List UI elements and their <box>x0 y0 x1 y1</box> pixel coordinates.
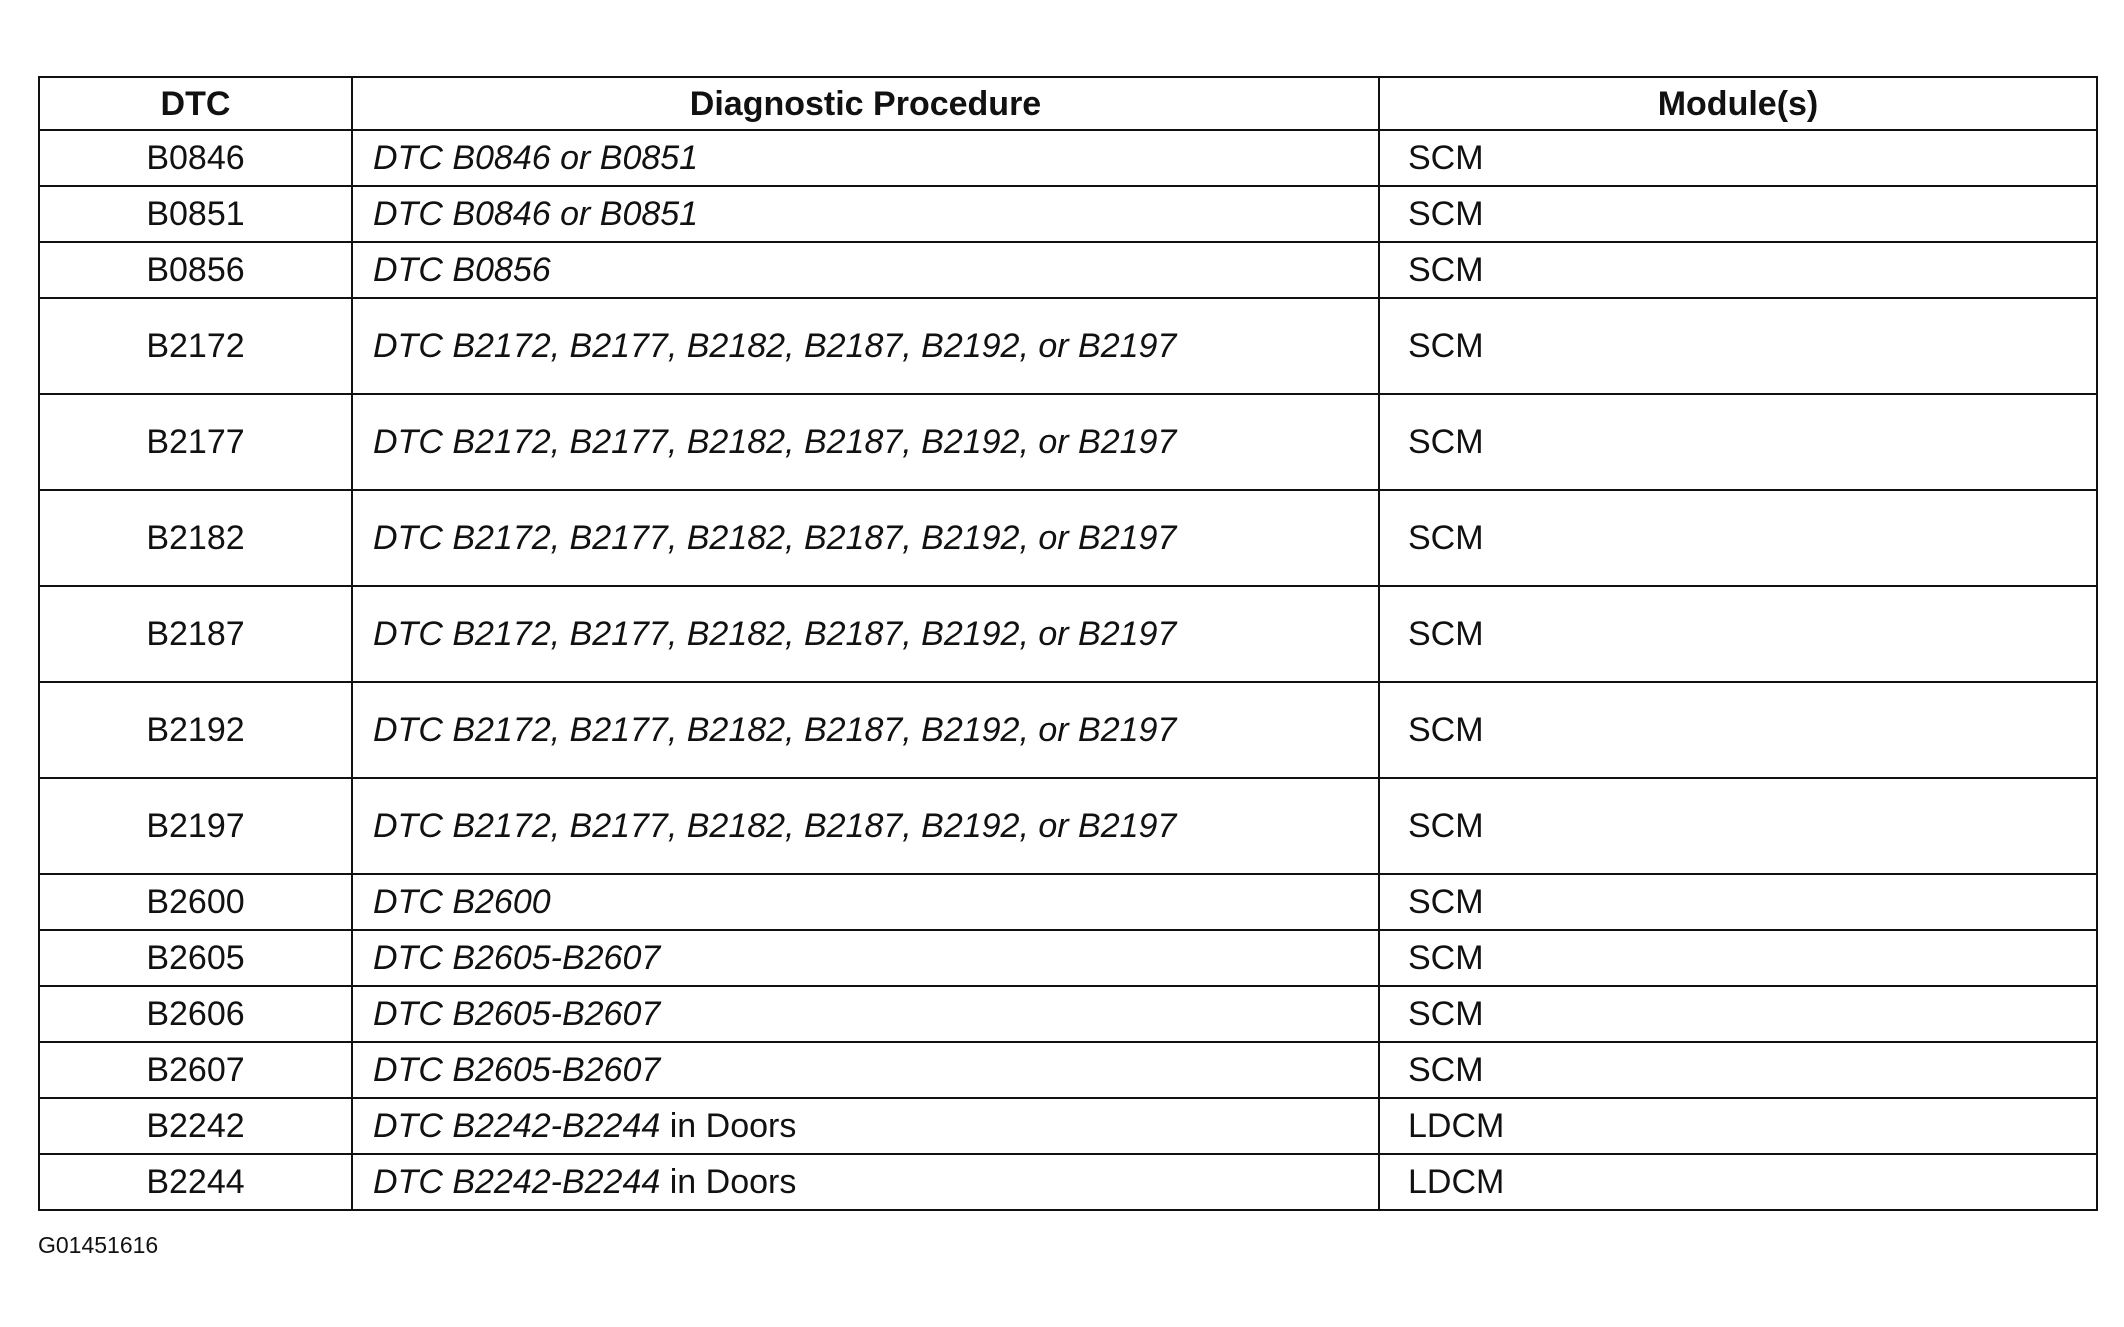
module-cell: LDCM <box>1379 1154 2097 1210</box>
dtc-code-cell: B0846 <box>39 130 352 186</box>
module-cell: SCM <box>1379 930 2097 986</box>
module-cell: SCM <box>1379 394 2097 490</box>
diagnostic-procedure-cell <box>352 682 1379 778</box>
procedure-reference: DTC B2172, B2177, B2182, B2187, B2192, or B2197 <box>373 807 1177 845</box>
module-cell: SCM <box>1379 778 2097 874</box>
procedure-reference: DTC B2172, B2177, B2182, B2187, B2192, or B2197 <box>373 711 1177 749</box>
table-row <box>39 682 2097 778</box>
dtc-code-cell: B2606 <box>39 986 352 1042</box>
module-cell: SCM <box>1379 490 2097 586</box>
procedure-reference: DTC B2242-B2244 <box>373 1163 661 1201</box>
module-cell: SCM <box>1379 874 2097 930</box>
dtc-code-cell: B2197 <box>39 778 352 874</box>
table-row <box>39 1154 2097 1210</box>
module-cell: SCM <box>1379 242 2097 298</box>
procedure-suffix: in Doors <box>660 1163 797 1201</box>
dtc-code-cell: B2182 <box>39 490 352 586</box>
procedure-suffix: in Doors <box>660 1107 797 1145</box>
table-row <box>39 1042 2097 1098</box>
dtc-code-cell: B2172 <box>39 298 352 394</box>
procedure-reference: DTC B2172, B2177, B2182, B2187, B2192, or B2197 <box>373 519 1177 557</box>
table-row <box>39 394 2097 490</box>
table-row <box>39 490 2097 586</box>
procedure-reference: DTC B2605-B2607 <box>373 995 661 1033</box>
diagnostic-procedure-cell <box>352 874 1379 930</box>
dtc-code-cell: B2600 <box>39 874 352 930</box>
header-row <box>39 77 2097 130</box>
dtc-code-cell: B2244 <box>39 1154 352 1210</box>
table-row <box>39 586 2097 682</box>
module-cell: SCM <box>1379 1042 2097 1098</box>
table-row <box>39 130 2097 186</box>
figure-id: G01451616 <box>38 1232 159 1258</box>
procedure-reference: DTC B2172, B2177, B2182, B2187, B2192, or B2197 <box>373 327 1177 365</box>
table-row <box>39 242 2097 298</box>
table-row <box>39 874 2097 930</box>
module-cell: SCM <box>1379 986 2097 1042</box>
procedure-reference: DTC B2172, B2177, B2182, B2187, B2192, or B2197 <box>373 615 1177 653</box>
procedure-reference: DTC B2605-B2607 <box>373 1051 661 1089</box>
table-header <box>39 77 2097 130</box>
dtc-code-cell: B0851 <box>39 186 352 242</box>
table-row <box>39 778 2097 874</box>
dtc-code-cell: B2605 <box>39 930 352 986</box>
dtc-code-cell: B2177 <box>39 394 352 490</box>
table-row <box>39 1098 2097 1154</box>
procedure-reference: DTC B0846 or B0851 <box>373 139 699 177</box>
table-row <box>39 298 2097 394</box>
procedure-reference: DTC B2172, B2177, B2182, B2187, B2192, or B2197 <box>373 423 1177 461</box>
diagnostic-procedure-column-header: Diagnostic Procedure <box>352 77 1379 130</box>
dtc-code-cell: B2192 <box>39 682 352 778</box>
dtc-code-cell: B0856 <box>39 242 352 298</box>
diagnostic-procedure-cell <box>352 298 1379 394</box>
module-cell: SCM <box>1379 186 2097 242</box>
module-cell: SCM <box>1379 298 2097 394</box>
dtc-column-header: DTC <box>39 77 352 130</box>
diagnostic-procedure-cell <box>352 1154 1379 1210</box>
procedure-reference: DTC B0856 <box>373 251 551 289</box>
procedure-reference: DTC B0846 or B0851 <box>373 195 699 233</box>
module-cell: SCM <box>1379 586 2097 682</box>
diagnostic-procedure-cell <box>352 1042 1379 1098</box>
modules-column-header: Module(s) <box>1379 77 2097 130</box>
diagnostic-procedure-cell <box>352 986 1379 1042</box>
diagnostic-procedure-cell <box>352 490 1379 586</box>
diagnostic-procedure-cell <box>352 186 1379 242</box>
procedure-reference: DTC B2605-B2607 <box>373 939 661 977</box>
module-cell: LDCM <box>1379 1098 2097 1154</box>
dtc-table <box>38 76 2098 1211</box>
table-body <box>39 130 2097 1210</box>
module-cell: SCM <box>1379 130 2097 186</box>
table-row <box>39 186 2097 242</box>
diagnostic-procedure-cell <box>352 242 1379 298</box>
diagnostic-procedure-cell <box>352 930 1379 986</box>
diagnostic-procedure-cell <box>352 394 1379 490</box>
module-cell: SCM <box>1379 682 2097 778</box>
table-row <box>39 930 2097 986</box>
dtc-code-cell: B2187 <box>39 586 352 682</box>
diagnostic-procedure-cell <box>352 778 1379 874</box>
dtc-code-cell: B2242 <box>39 1098 352 1154</box>
procedure-reference: DTC B2242-B2244 <box>373 1107 661 1145</box>
diagnostic-procedure-cell <box>352 586 1379 682</box>
table-row <box>39 986 2097 1042</box>
diagnostic-procedure-cell <box>352 1098 1379 1154</box>
diagnostic-procedure-cell <box>352 130 1379 186</box>
procedure-reference: DTC B2600 <box>373 883 551 921</box>
dtc-code-cell: B2607 <box>39 1042 352 1098</box>
